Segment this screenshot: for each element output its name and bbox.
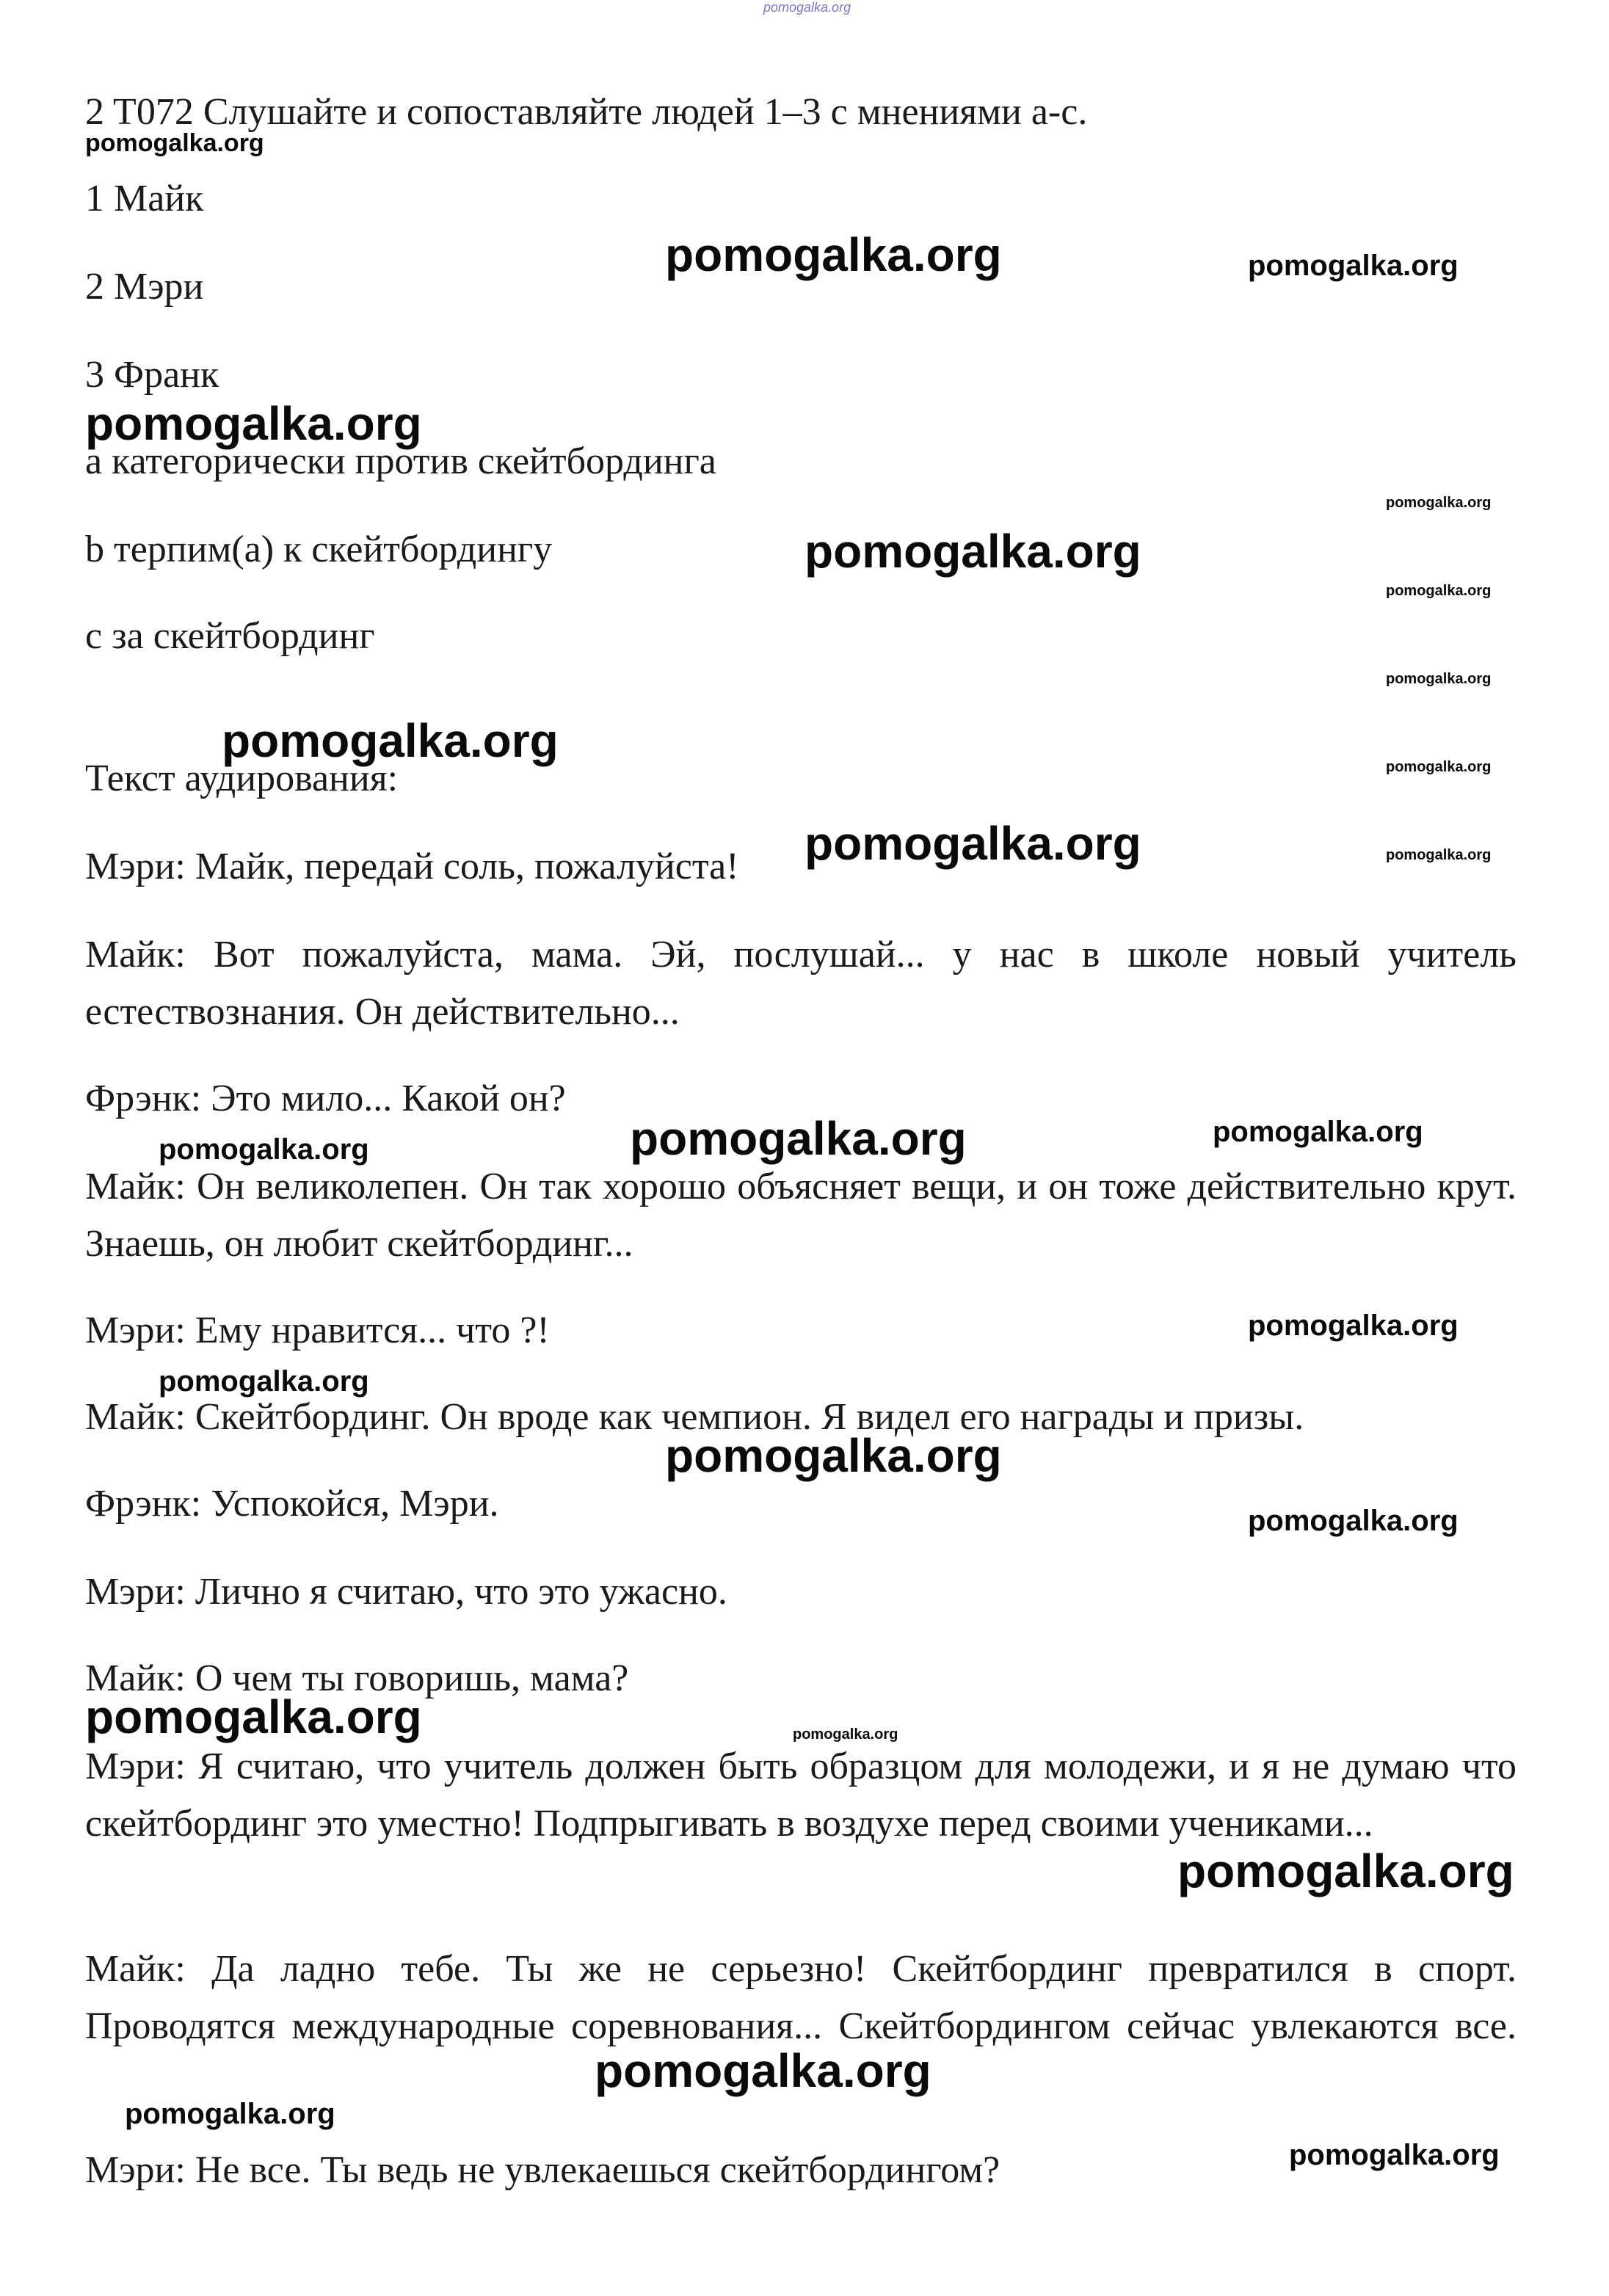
watermark: pomogalka.org (804, 525, 1141, 578)
person-2: 2 Мэри (85, 266, 204, 308)
watermark: pomogalka.org (763, 0, 851, 15)
watermark: pomogalka.org (222, 714, 559, 767)
watermark: pomogalka.org (1248, 1505, 1459, 1537)
watermark: pomogalka.org (159, 1365, 369, 1398)
watermark: pomogalka.org (1289, 2139, 1500, 2171)
watermark: pomogalka.org (1386, 495, 1492, 511)
dialogue-line: Майк: Он великолепен. Он так хорошо объясняет вещи, и он тоже действительно крут. Знаешь, он любит скейтбординг... (85, 1166, 1517, 1265)
watermark: pomogalka.org (1248, 1309, 1459, 1342)
opinion-c: c за скейтбординг (85, 615, 375, 657)
watermark: pomogalka.org (1386, 847, 1492, 863)
opinion-b: b терпим(а) к скейтбордингу (85, 528, 553, 570)
watermark: pomogalka.org (1386, 583, 1492, 599)
watermark: pomogalka.org (85, 397, 422, 450)
watermark: pomogalka.org (1213, 1116, 1423, 1148)
task-heading: 2 T072 Слушайте и сопоставляйте людей 1–3 с мнениями a-c. (85, 91, 1088, 133)
dialogue-line: Мэри: Лично я считаю, что это ужасно. (85, 1571, 727, 1613)
dialogue-line: Майк: Скейтбординг. Он вроде как чемпион. Я видел его награды и призы. (85, 1396, 1304, 1438)
dialogue-line: Майк: Вот пожалуйста, мама. Эй, послушай... у нас в школе новый учитель естествознания. Он действительно... (85, 934, 1517, 1033)
person-3: 3 Франк (85, 354, 219, 396)
watermark: pomogalka.org (1177, 1845, 1514, 1897)
watermark: pomogalka.org (630, 1112, 967, 1165)
watermark: pomogalka.org (1386, 671, 1492, 687)
dialogue-line: Майк: О чем ты говоришь, мама? (85, 1657, 629, 1699)
dialogue-line: Майк: Да ладно тебе. Ты же не серьезно! Скейтбординг превратился в спорт. Проводятся международные соревнования... Скейтбордингом сейчас увлекаются все. (85, 1948, 1517, 2047)
watermark: pomogalka.org (665, 1429, 1002, 1482)
dialogue-line: Мэри: Майк, передай соль, пожалуйста! (85, 846, 739, 887)
watermark: pomogalka.org (595, 2044, 931, 2097)
dialogue-line: Мэри: Я считаю, что учитель должен быть образцом для молодежи, и я не думаю что скейтбординг это уместно! Подпрыгивать в воздухе перед своими учениками... (85, 1745, 1517, 1845)
watermark: pomogalka.org (85, 1690, 422, 1743)
watermark: pomogalka.org (804, 817, 1141, 870)
opinion-a: a категорически против скейтбординга (85, 440, 716, 482)
dialogue-line: Фрэнк: Это мило... Какой он? (85, 1078, 566, 1119)
watermark: pomogalka.org (159, 1133, 369, 1166)
dialogue-line: Мэри: Не все. Ты ведь не увлекаешься скейтбордингом? (85, 2149, 1000, 2191)
watermark: pomogalka.org (1248, 250, 1459, 282)
dialogue-line: Фрэнк: Успокойся, Мэри. (85, 1483, 499, 1525)
watermark: pomogalka.org (125, 2098, 335, 2130)
dialogue-line: Мэри: Ему нравится... что ?! (85, 1309, 550, 1351)
person-1: 1 Майк (85, 178, 204, 219)
transcript-title: Текст аудирования: (85, 758, 399, 799)
watermark: pomogalka.org (85, 129, 264, 157)
watermark: pomogalka.org (665, 228, 1002, 281)
watermark: pomogalka.org (793, 1726, 898, 1743)
watermark: pomogalka.org (1386, 759, 1492, 775)
